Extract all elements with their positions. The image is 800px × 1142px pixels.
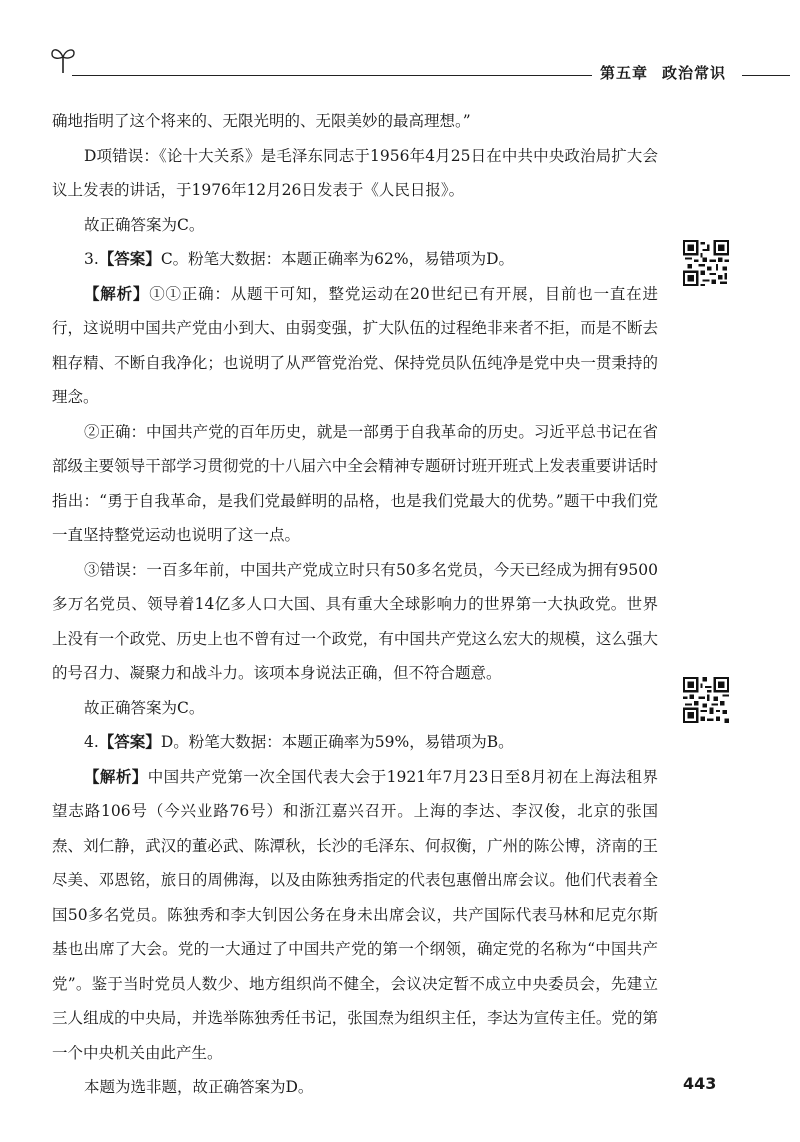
sprout-icon xyxy=(50,44,76,74)
paragraph-answer-q4 xyxy=(52,725,658,760)
page-number: 443 xyxy=(683,1074,717,1093)
paragraph-analysis-q4 xyxy=(52,760,658,1071)
qr-code-icon[interactable] xyxy=(683,240,729,286)
page-body xyxy=(52,104,658,1105)
header-rule-right xyxy=(742,75,790,76)
paragraph-conclusion-q4: 本题为选非题，故正确答案为D。 xyxy=(84,1078,314,1096)
analysis-tag: 【解析】 xyxy=(84,283,150,303)
paragraph-point-2: ②正确：中国共产党的百年历史，就是一部勇于自我革命的历史。习近平总书记在省部级主要领导干部学习贯彻党的十八届六中全会精神专题研讨班开班式上发表重要讲话时指出：“勇于自我革命，是我们党最鲜明的品格，也是我们党最大的优势。”题干中我们党一直坚持整党运动也说明了这一点。 xyxy=(52,422,658,544)
answer-tag: 【答案】 xyxy=(98,732,161,751)
page-header xyxy=(0,0,800,90)
chapter-number: 第五章 xyxy=(600,64,649,82)
answer-text: D。粉笔大数据：本题正确率为59%，易错项为B。 xyxy=(160,733,514,751)
paragraph-answer-q3 xyxy=(52,242,658,277)
answer-text: C。粉笔大数据：本题正确率为62%，易错项为D。 xyxy=(160,250,515,268)
header-rule-left xyxy=(72,75,592,76)
chapter-heading xyxy=(600,62,742,83)
paragraph-analysis-q3 xyxy=(52,277,658,415)
paragraph-conclusion-q3: 故正确答案为C。 xyxy=(84,698,205,717)
qr-code-icon[interactable] xyxy=(683,677,729,723)
analysis-text: 中国共产党第一次全国代表大会于1921年7月23日至8月初在上海法租界望志路106号（今兴业路76号）和浙江嘉兴召开。上海的李达、李汉俊，北京的张国焘、刘仁静，武汉的董必武、陈潭秋，长沙的毛泽东、何叔衡，广州的陈公博，济南的王尽美、邓恩铭，旅日的周佛海，以及由陈独秀指定的代表包惠僧出席会议。他们代表着全国50多名党员。陈独秀和李大钊因公务在身未出席会议，共产国际代表马林和尼克尔斯基也出席了大会。党的一大通过了中国共产党的第一个纲领，确定党的名称为“中国共产党”。鉴于当时党员人数少、地方组织尚不健全，会议决定暂不成立中央委员会，先建立三人组成的中央局，并选举陈独秀任书记，张国焘为组织主任，李达为宣传主任。党的第一个中央机关由此产生。 xyxy=(52,767,658,1062)
paragraph-continuation: 确地指明了这个将来的、无限光明的、无限美妙的最高理想。” xyxy=(52,112,471,130)
question-number: 4. xyxy=(84,733,99,751)
paragraph-conclusion-q2: 故正确答案为C。 xyxy=(84,215,205,234)
analysis-text: ①①正确：从题干可知，整党运动在20世纪已有开展，目前也一直在进行，这说明中国共产党由小到大、由弱变强，扩大队伍的过程绝非来者不拒，而是不断去粗存精、不断自我净化；也说明了从严管党治党、保持党员队伍纯净是党中央一贯秉持的理念。 xyxy=(52,284,658,406)
answer-tag: 【答案】 xyxy=(98,249,161,268)
chapter-title: 政治常识 xyxy=(662,64,727,82)
analysis-tag: 【解析】 xyxy=(84,766,148,786)
paragraph-option-d: D项错误：《论十大关系》是毛泽东同志于1956年4月25日在中共中央政治局扩大会议上发表的讲话，于1976年12月26日发表于《人民日报》。 xyxy=(52,146,658,199)
paragraph-point-3: ③错误：一百多年前，中国共产党成立时只有50多名党员，今天已经成为拥有9500多万名党员、领导着14亿多人口大国、具有重大全球影响力的世界第一大执政党。世界上没有一个政党、历史上也不曾有过一个政党，有中国共产党这么宏大的规模，这么强大的号召力、凝聚力和战斗力。该项本身说法正确，但不符合题意。 xyxy=(52,560,658,682)
question-number: 3. xyxy=(84,250,99,268)
